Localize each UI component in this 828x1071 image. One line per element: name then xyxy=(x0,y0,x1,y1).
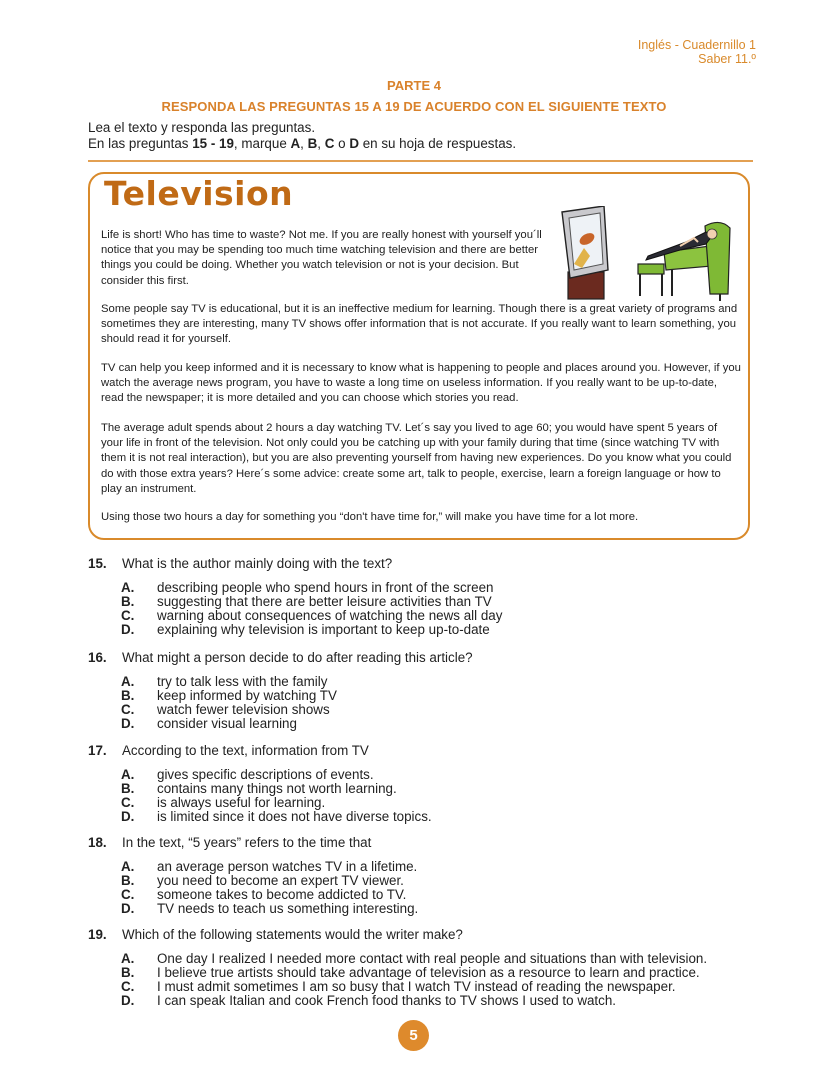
option-text: explaining why television is important to keep up-to-date xyxy=(157,622,490,637)
question-number: 17. xyxy=(88,743,107,758)
option-text: One day I realized I needed more contact with real people and situations than with television. xyxy=(157,951,708,966)
option-letter: D. xyxy=(121,622,135,637)
question-stem: Which of the following statements would the writer make? xyxy=(122,927,463,942)
question-stem: According to the text, information from TV xyxy=(122,743,369,758)
option-text: watch fewer television shows xyxy=(157,702,330,717)
article-title: Television xyxy=(104,174,294,213)
instructions xyxy=(88,120,516,152)
instruction-line-1: Lea el texto y responda las preguntas. xyxy=(88,120,316,135)
question-number: 15. xyxy=(88,556,107,571)
booklet-header xyxy=(638,38,756,66)
option-letter: A. xyxy=(121,767,135,782)
question-stem: In the text, “5 years” refers to the time that xyxy=(122,835,372,850)
option-text: someone takes to become addicted to TV. xyxy=(157,887,407,902)
option-text: an average person watches TV in a lifetime. xyxy=(157,859,418,874)
option-letter: A. xyxy=(121,580,135,595)
option-text: is limited since it does not have diverse topics. xyxy=(157,809,432,824)
option-text: keep informed by watching TV xyxy=(157,688,337,703)
option-letter: D. xyxy=(121,809,135,824)
option-letter: D. xyxy=(121,993,135,1008)
option-letter: A. xyxy=(121,674,135,689)
article-paragraph-4: The average adult spends about 2 hours a day watching TV. Let´s say you lived to age 60; you would have spent 5 years of your life in front of the television. Not only could you be catching up with your family during that time (since watching TV with them it is not real interaction), but you are also preventing yourself from having new experiences. Do you know what you could do with those extra years? Here´s some advice: create some art, talk to people, exercise, learn a foreign language or how to play an instrument. xyxy=(101,422,732,495)
option-text: I believe true artists should take advantage of television as a resource to learn and practice. xyxy=(157,965,700,980)
section-title: PARTE 4 xyxy=(387,78,441,93)
option-text: warning about consequences of watching the news all day xyxy=(157,608,503,623)
option-letter: D. xyxy=(121,716,135,731)
option-letter: C. xyxy=(121,795,135,810)
option-letter: C. xyxy=(121,702,135,717)
option-letter: B. xyxy=(121,688,135,703)
option-text: I must admit sometimes I am so busy that I watch TV instead of reading the newspaper. xyxy=(157,979,676,994)
option-text: gives specific descriptions of events. xyxy=(157,767,374,782)
option-letter: A. xyxy=(121,859,135,874)
option-letter: B. xyxy=(121,594,135,609)
option-text: describing people who spend hours in front of the screen xyxy=(157,580,494,595)
article-paragraph-1: Life is short! Who has time to waste? Not me. If you are really honest with yourself you´ll notice that you may be spending too much time watching television and there are better things you could be doing. Whether you watch television or not is your decision. But consider this first. xyxy=(101,229,542,287)
page-number: 5 xyxy=(398,1020,429,1051)
option-letter: B. xyxy=(121,873,135,888)
option-letter: B. xyxy=(121,781,135,796)
question-number: 16. xyxy=(88,650,107,665)
option-text: suggesting that there are better leisure activities than TV xyxy=(157,594,492,609)
option-letter: D. xyxy=(121,901,135,916)
divider xyxy=(88,160,753,162)
article-paragraph-2: Some people say TV is educational, but it is an ineffective medium for learning. Though there is a great variety of programs and sometimes they are interesting, many TV shows offer information that is not accurate. If you really want to learn something, you should read it for yourself. xyxy=(101,303,738,346)
tv-couch-illustration-icon xyxy=(560,206,740,306)
option-text: contains many things not worth learning. xyxy=(157,781,397,796)
option-letter: C. xyxy=(121,887,135,902)
option-text: I can speak Italian and cook French food thanks to TV shows I used to watch. xyxy=(157,993,617,1008)
article-paragraph-5: Using those two hours a day for something you “don't have time for,” will make you have time for a lot more. xyxy=(101,511,639,523)
option-text: TV needs to teach us something interesting. xyxy=(157,901,419,916)
question-number: 18. xyxy=(88,835,107,850)
option-text: is always useful for learning. xyxy=(157,795,326,810)
booklet-title: Inglés - Cuadernillo 1 xyxy=(637,38,756,52)
question-stem: What might a person decide to do after reading this article? xyxy=(122,650,473,665)
instruction-line-2: En las preguntas 15 - 19, marque A, B, C o D en su hoja de respuestas. xyxy=(88,136,517,151)
booklet-grade: Saber 11.º xyxy=(698,52,756,66)
option-text: you need to become an expert TV viewer. xyxy=(157,873,404,888)
section-instruction-heading: RESPONDA LAS PREGUNTAS 15 A 19 DE ACUERDO CON EL SIGUIENTE TEXTO xyxy=(161,99,667,114)
option-text: try to talk less with the family xyxy=(157,674,328,689)
question-number: 19. xyxy=(88,927,107,942)
article-paragraph-3: TV can help you keep informed and it is necessary to know what is happening to people and places around you. However, if you watch the average news program, you have to waste a long time on useless information. If you really want to be up-to-date, read the newspaper; it is more detailed and you can choose which stories you read. xyxy=(101,362,741,405)
option-letter: C. xyxy=(121,608,135,623)
option-letter: A. xyxy=(121,951,135,966)
option-text: consider visual learning xyxy=(157,716,297,731)
option-letter: C. xyxy=(121,979,135,994)
question-stem: What is the author mainly doing with the text? xyxy=(122,556,393,571)
option-letter: B. xyxy=(121,965,135,980)
